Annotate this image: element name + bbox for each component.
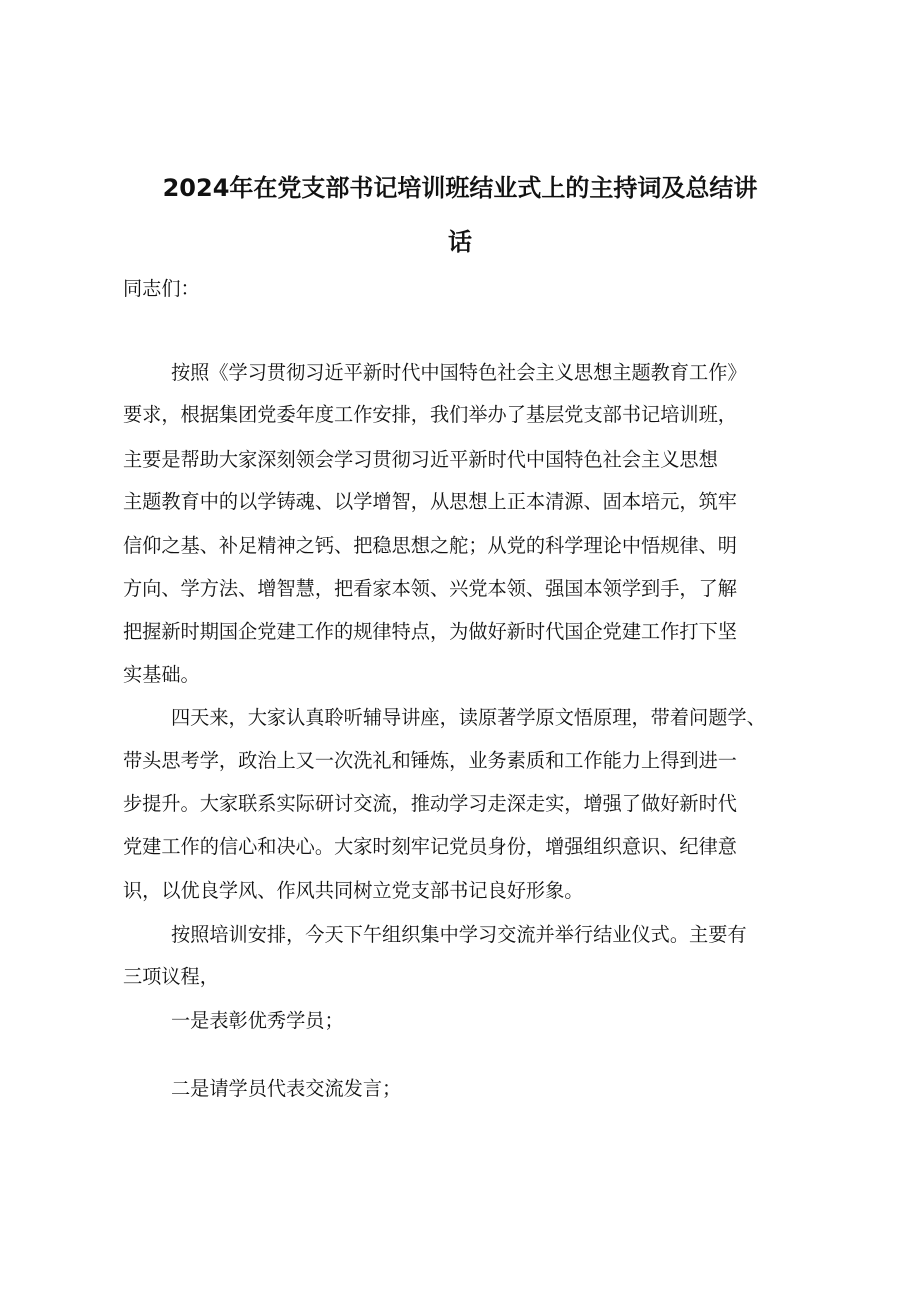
document-title-line-1: 2024年在党支部书记培训班结业式上的主持词及总结讲 xyxy=(162,174,758,202)
paragraph-1-line: 按照《学习贯彻习近平新时代中国特色社会主义思想主题教育工作》 xyxy=(171,361,747,384)
paragraph-1-line: 主要是帮助大家深刻领会学习贯彻习近平新时代中国特色社会主义思想 xyxy=(123,448,718,471)
paragraph-2-line: 带头思考学，政治上又一次洗礼和锤炼，业务素质和工作能力上得到进一 xyxy=(123,749,737,772)
paragraph-2-line: 步提升。大家联系实际研讨交流，推动学习走深走实，增强了做好新时代 xyxy=(123,792,737,815)
paragraph-1-line: 信仰之基、补足精神之钙、把稳思想之舵；从党的科学理论中悟规律、明 xyxy=(123,534,737,557)
paragraph-1-line: 方向、学方法、增智慧，把看家本领、兴党本领、强国本领学到手，了解 xyxy=(123,577,737,600)
agenda-item-2: 二是请学员代表交流发言； xyxy=(171,1077,402,1100)
paragraph-1-line: 实基础。 xyxy=(123,663,200,686)
paragraph-1-line: 把握新时期国企党建工作的规律特点，为做好新时代国企党建工作打下坚 xyxy=(123,620,737,643)
paragraph-1-line: 主题教育中的以学铸魂、以学增智，从思想上正本清源、固本培元，筑牢 xyxy=(123,490,737,513)
paragraph-2-line: 党建工作的信心和决心。大家时刻牢记党员身份，增强组织意识、纪律意 xyxy=(123,835,737,858)
salutation: 同志们： xyxy=(123,277,200,300)
paragraph-2-line: 识，以优良学风、作风共同树立党支部书记良好形象。 xyxy=(123,879,584,902)
paragraph-2-line: 四天来，大家认真聆听辅导讲座，读原著学原文悟原理，带着问题学、 xyxy=(171,706,766,729)
agenda-item-1: 一是表彰优秀学员； xyxy=(171,1009,344,1032)
paragraph-3-line: 三项议程， xyxy=(123,965,219,988)
document-title-line-2: 话 xyxy=(448,228,472,256)
paragraph-1-line: 要求，根据集团党委年度工作安排，我们举办了基层党支部书记培训班， xyxy=(123,403,737,426)
paragraph-3-line: 按照培训安排，今天下午组织集中学习交流并举行结业仪式。主要有 xyxy=(171,923,747,946)
